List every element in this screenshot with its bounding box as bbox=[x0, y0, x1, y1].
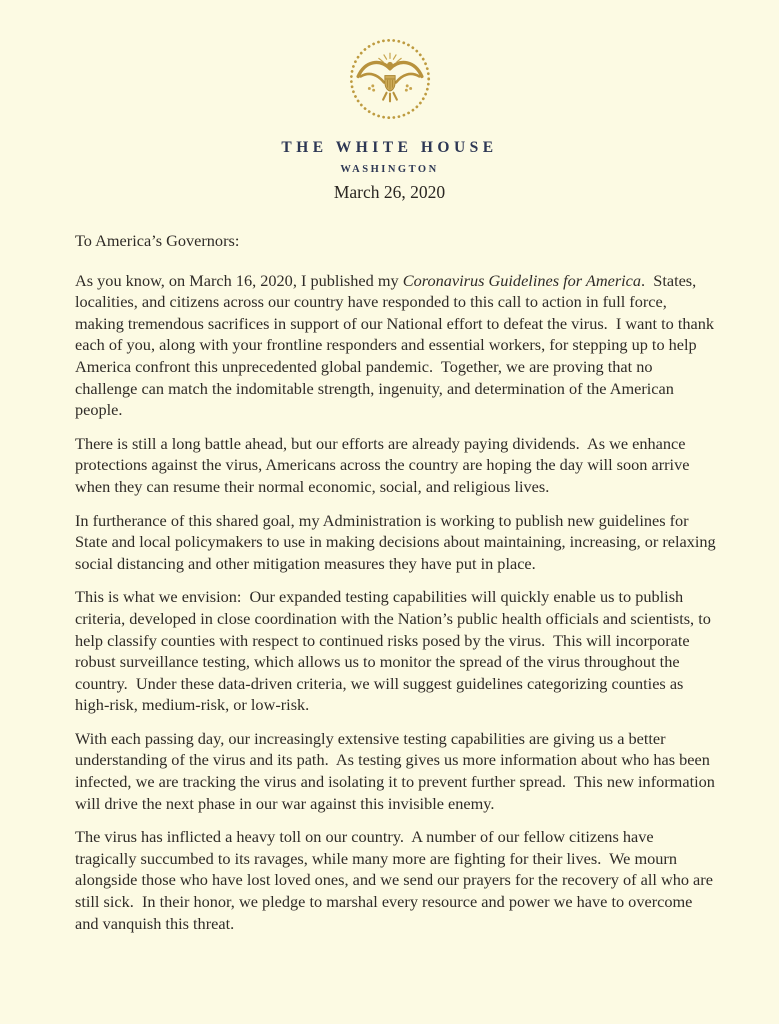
city-name: WASHINGTON bbox=[340, 164, 439, 175]
presidential-seal-icon bbox=[347, 36, 433, 127]
paragraph-1-text-after: . States, localities, and citizens across our country have responded to this call to action in full force, making tremendous sacrifices in support of our National effort to defeat the virus. I want to thank each of you, along with your frontline responders and essential workers, for stepping up to help America confront this unprecedented global pandemic. Together, we are proving that no challenge can match the indomitable strength, ingenuity, and determination of the American people. bbox=[75, 270, 719, 420]
paragraph-6: The virus has inflicted a heavy toll on our country. A number of our fellow citizens have tragically succumbed to its ravages, while many more are fighting for their lives. We mourn alongside those who have lost loved ones, and we send our prayers for the recovery of all who are still sick. In their honor, we pledge to marshal every resource and power we have to overcome and vanquish this threat. bbox=[75, 827, 718, 933]
paragraph-2: There is still a long battle ahead, but our efforts are already paying dividends. As we enhance protections against the virus, Americans across the country are hoping the day will soon arrive when they can resume their normal economic, social, and religious lives. bbox=[75, 433, 694, 496]
guidelines-title-italic: Coronavirus Guidelines for America bbox=[402, 270, 642, 290]
salutation: To America’s Governors: bbox=[75, 231, 240, 250]
paragraph-4: This is what we envision: Our expanded testing capabilities will quickly enable us to publish criteria, developed in close coordination with the Nation’s public health officials and scientists, to help classify counties with respect to continued risks posed by the virus. This will incorporate robust surveillance testing, which allows us to monitor the spread of the virus throughout the country. Under these data-driven criteria, we will suggest guidelines categorizing counties as high-risk, medium-risk, or low-risk. bbox=[75, 587, 715, 715]
letter-date: March 26, 2020 bbox=[333, 182, 446, 202]
letterhead bbox=[0, 0, 779, 203]
paragraph-1 bbox=[75, 270, 717, 421]
paragraph-1-text-before: As you know, on March 16, 2020, I published my bbox=[75, 270, 403, 290]
paragraph-3: In furtherance of this shared goal, my Administration is working to publish new guidelines for State and local policymakers to use in making decisions about maintaining, increasing, or relaxing social distancing and other mitigation measures they have put in place. bbox=[75, 510, 720, 573]
seal-container bbox=[0, 36, 779, 127]
letter-body bbox=[75, 230, 720, 946]
paragraph-5: With each passing day, our increasingly extensive testing capabilities are giving us a better understanding of the virus and its path. As testing gives us more information about who has been infected, we are tracking the virus and isolating it to prevent further spread. This new information will drive the next phase in our war against this invisible enemy. bbox=[75, 728, 719, 813]
org-name: THE WHITE HOUSE bbox=[281, 139, 498, 156]
